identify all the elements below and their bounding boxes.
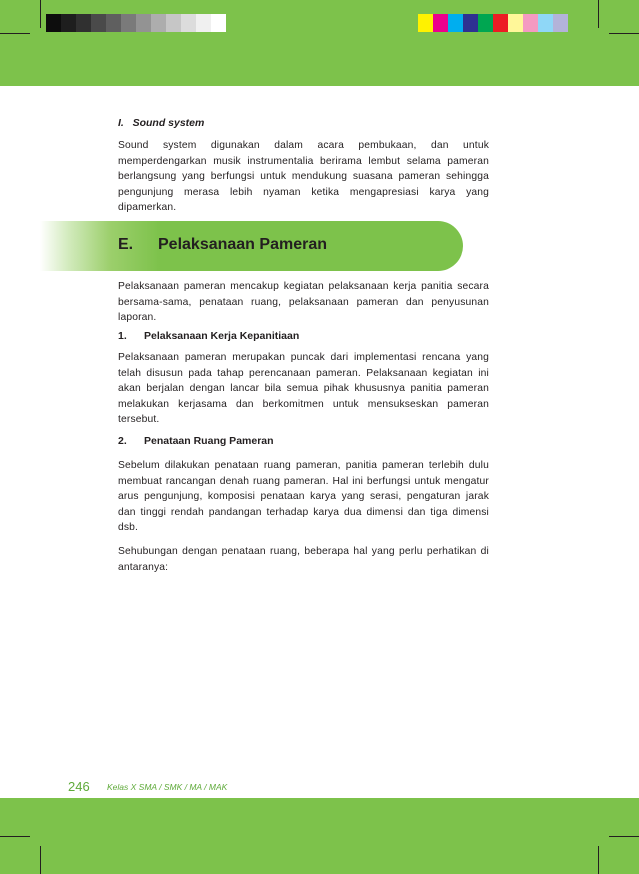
crop-mark (598, 846, 599, 874)
subsection-2 (118, 458, 489, 536)
gray-swatch (61, 14, 76, 32)
color-swatch (538, 14, 553, 32)
subsection-1-number: 1. (118, 330, 127, 342)
crop-mark (598, 0, 599, 28)
section-title (118, 236, 327, 254)
sound-system-body: Sound system digunakan dalam acara pembukaan, dan untuk memperdengarkan musik instrumentalia berirama lembut selama pameran berlangsung yang berfungsi untuk mendukung suasana pameran sehingga pengunjung merasa lebih nyaman ketika mengapresiasi karya yang dipamerkan. (118, 140, 489, 213)
color-swatch (418, 14, 433, 32)
book-title: Kelas X SMA / SMK / MA / MAK (107, 782, 228, 792)
color-swatch (463, 14, 478, 32)
bottom-green-band (0, 798, 639, 874)
subsection-1-body: Pelaksanaan pameran merupakan puncak dari implementasi rencana yang telah disusun pada tahap perencanaan pameran. Pelaksanaan kegiatan ini akan berjalan dengan lancar bila semua pihak khususnya panitia pameran melakukan kerjasama dan berkomitmen untuk mensukseskan pameran tersebut. (118, 352, 489, 425)
color-swatch (478, 14, 493, 32)
gray-swatch (76, 14, 91, 32)
subsection-2-number: 2. (118, 435, 127, 447)
color-swatch (493, 14, 508, 32)
color-swatch (433, 14, 448, 32)
gray-swatch (136, 14, 151, 32)
page-number: 246 (68, 779, 90, 794)
subsection-1-title: Pelaksanaan Kerja Kepanitiaan (144, 330, 300, 342)
color-swatch (553, 14, 568, 32)
process-color-bar (418, 14, 568, 32)
gray-swatch (121, 14, 136, 32)
section-title-text: Pelaksanaan Pameran (158, 236, 327, 253)
subsection-2-title: Penataan Ruang Pameran (144, 435, 274, 447)
gray-swatch (211, 14, 226, 32)
crop-mark (40, 846, 41, 874)
crop-mark (609, 836, 639, 837)
crop-mark (40, 0, 41, 28)
subsection-2-body: Sebelum dilakukan penataan ruang pameran, panitia pameran terlebih dulu membuat rancangan denah ruang pameran. Hal ini berfungsi untuk mengatur arus pengunjung, komposisi penataan karya yang serasi, pengaturan jarak dan tinggi rendah pandangan terhadap karya dua dimensi dan tiga dimensi dsb. (118, 460, 489, 533)
color-swatch (508, 14, 523, 32)
section-letter: E. (118, 236, 134, 253)
section-intro (118, 279, 489, 326)
sound-system-section (118, 138, 489, 216)
color-swatch (523, 14, 538, 32)
gray-swatch (91, 14, 106, 32)
gray-swatch (46, 14, 61, 32)
gray-color-bar (46, 14, 226, 32)
gray-swatch (181, 14, 196, 32)
crop-mark (0, 836, 30, 837)
top-green-band (0, 0, 639, 86)
subsection-2-closing-text: Sehubungan dengan penataan ruang, beberapa hal yang perlu perhatikan di antaranya: (118, 546, 489, 573)
subsection-1 (118, 350, 489, 428)
subsection-1-heading (118, 330, 299, 342)
gray-swatch (166, 14, 181, 32)
color-swatch (448, 14, 463, 32)
crop-mark (0, 33, 30, 34)
sound-system-heading: I. Sound system (118, 117, 205, 129)
gray-swatch (106, 14, 121, 32)
gray-swatch (151, 14, 166, 32)
gray-swatch (196, 14, 211, 32)
crop-mark (609, 33, 639, 34)
subsection-2-closing (118, 544, 489, 575)
subsection-2-heading (118, 435, 274, 447)
section-intro-text: Pelaksanaan pameran mencakup kegiatan pelaksanaan kerja panitia secara bersama-sama, penataan ruang, pelaksanaan pameran dan penyusunan laporan. (118, 281, 489, 323)
